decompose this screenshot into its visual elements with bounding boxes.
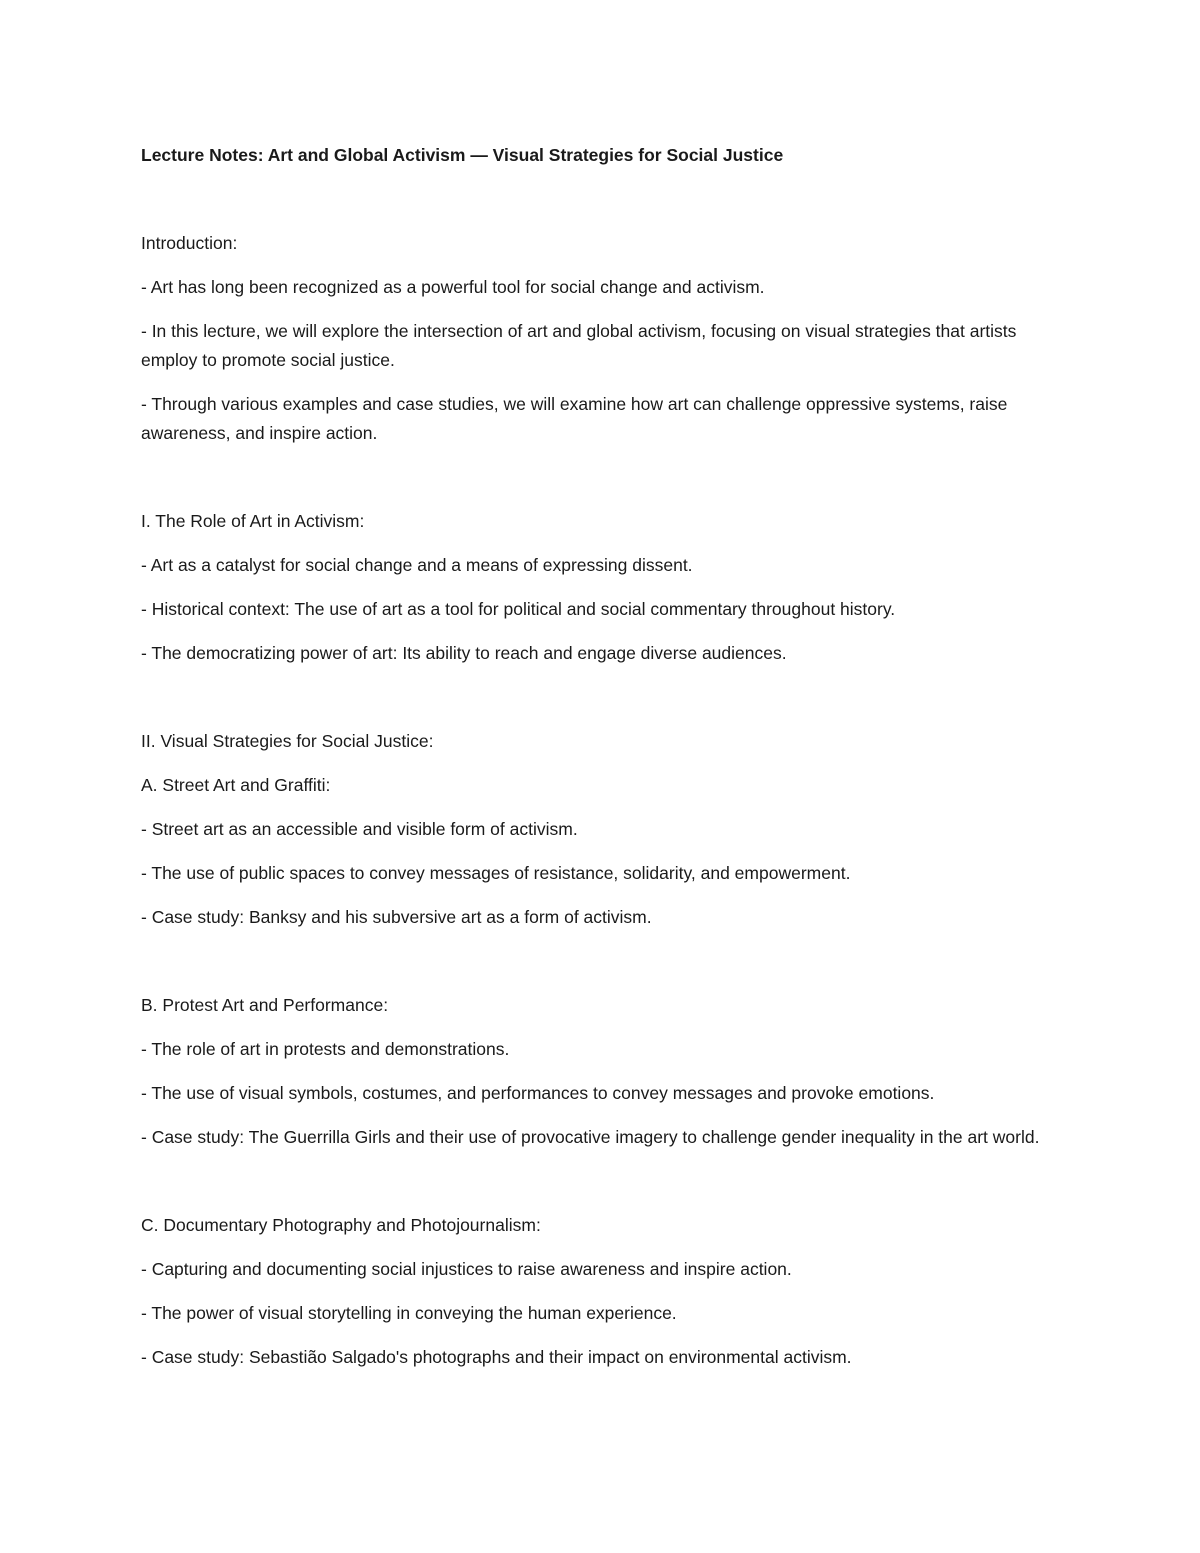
section-heading: II. Visual Strategies for Social Justice: xyxy=(141,731,434,751)
list-item: - Street art as an accessible and visible form of activism. xyxy=(141,819,578,839)
list-item: - The role of art in protests and demonstrations. xyxy=(141,1039,510,1059)
section-protest-art xyxy=(141,991,1061,1152)
section-heading: I. The Role of Art in Activism: xyxy=(141,511,365,531)
list-item: - In this lecture, we will explore the intersection of art and global activism, focusing on visual strategies that artists employ to promote social justice. xyxy=(141,321,1017,370)
list-item: - The democratizing power of art: Its ability to reach and engage diverse audiences. xyxy=(141,643,787,663)
list-item: - Case study: The Guerrilla Girls and their use of provocative imagery to challenge gender inequality in the art world. xyxy=(141,1127,1040,1147)
document-title: Lecture Notes: Art and Global Activism — Visual Strategies for Social Justice xyxy=(141,145,784,165)
section-documentary-photography xyxy=(141,1211,1061,1372)
section-role-of-art xyxy=(141,507,1061,668)
section-introduction xyxy=(141,229,1061,448)
section-visual-strategies xyxy=(141,727,1061,932)
list-item: - Art as a catalyst for social change and a means of expressing dissent. xyxy=(141,555,693,575)
list-item: - The power of visual storytelling in conveying the human experience. xyxy=(141,1303,677,1323)
list-item: - Case study: Sebastião Salgado's photographs and their impact on environmental activism. xyxy=(141,1347,852,1367)
section-heading: Introduction: xyxy=(141,233,238,253)
list-item: - Historical context: The use of art as a tool for political and social commentary throughout history. xyxy=(141,599,896,619)
subsection-heading: A. Street Art and Graffiti: xyxy=(141,775,331,795)
list-item: - Through various examples and case studies, we will examine how art can challenge oppressive systems, raise awareness, and inspire action. xyxy=(141,394,1008,443)
list-item: - Capturing and documenting social injustices to raise awareness and inspire action. xyxy=(141,1259,792,1279)
list-item: - Case study: Banksy and his subversive art as a form of activism. xyxy=(141,907,652,927)
section-heading: B. Protest Art and Performance: xyxy=(141,995,389,1015)
document-content xyxy=(141,141,1061,1387)
list-item: - The use of public spaces to convey messages of resistance, solidarity, and empowerment. xyxy=(141,863,851,883)
section-heading: C. Documentary Photography and Photojournalism: xyxy=(141,1215,541,1235)
list-item: - The use of visual symbols, costumes, and performances to convey messages and provoke emotions. xyxy=(141,1083,935,1103)
list-item: - Art has long been recognized as a powerful tool for social change and activism. xyxy=(141,277,765,297)
